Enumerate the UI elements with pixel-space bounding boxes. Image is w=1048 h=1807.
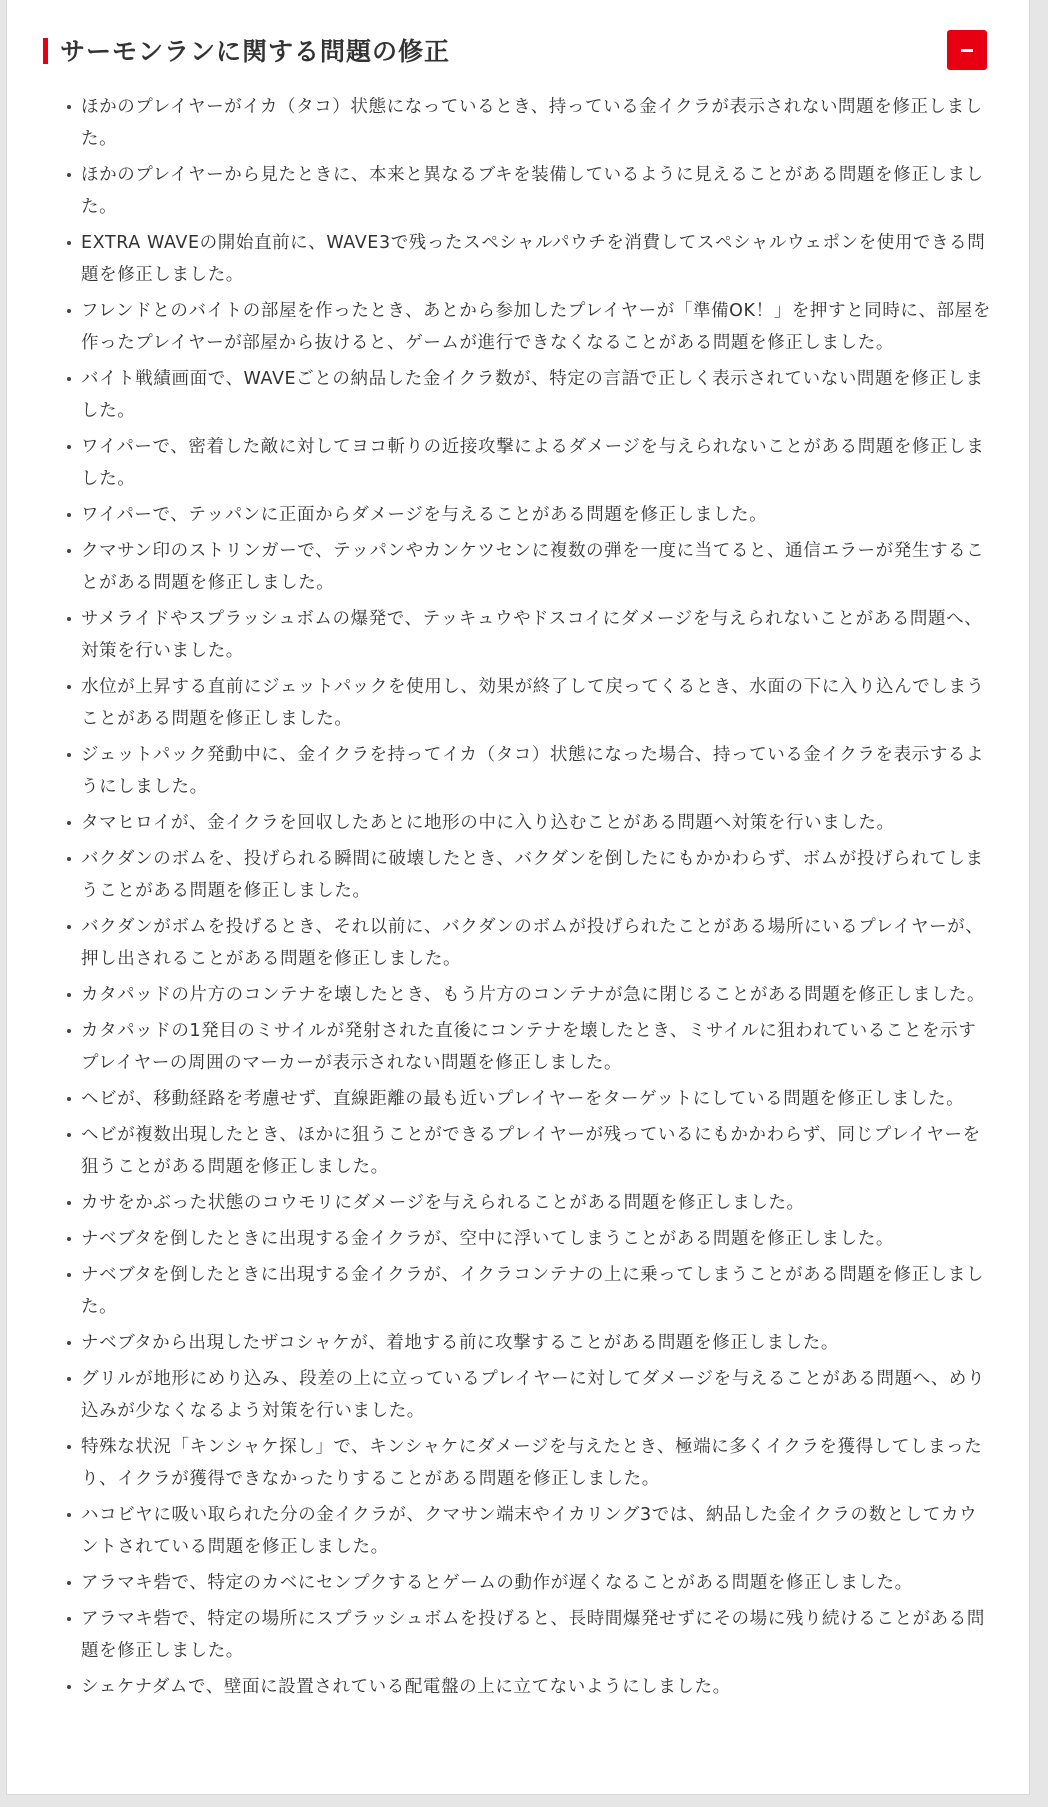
fix-list — [7, 91, 1029, 1707]
list-item: ジェットパック発動中に、金イクラを持ってイカ（タコ）状態になった場合、持っている金イクラを表示するようにしました。 — [81, 739, 991, 803]
list-item: シェケナダムで、壁面に設置されている配電盤の上に立てないようにしました。 — [81, 1671, 991, 1703]
list-item: カサをかぶった状態のコウモリにダメージを与えられることがある問題を修正しました。 — [81, 1187, 991, 1219]
list-item: ナベブタを倒したときに出現する金イクラが、空中に浮いてしまうことがある問題を修正しました。 — [81, 1223, 991, 1255]
list-item: クマサン印のストリンガーで、テッパンやカンケツセンに複数の弾を一度に当てると、通信エラーが発生することがある問題を修正しました。 — [81, 535, 991, 599]
list-item: ワイパーで、密着した敵に対してヨコ斬りの近接攻撃によるダメージを与えられないことがある問題を修正しました。 — [81, 431, 991, 495]
section-header — [7, 0, 1029, 104]
list-item: ハコビヤに吸い取られた分の金イクラが、クマサン端末やイカリング3では、納品した金イクラの数としてカウントされている問題を修正しました。 — [81, 1499, 991, 1563]
list-item: EXTRA WAVEの開始直前に、WAVE3で残ったスペシャルパウチを消費してスペシャルウェポンを使用できる問題を修正しました。 — [81, 227, 991, 291]
title-accent-bar — [43, 38, 48, 64]
patch-notes-panel — [6, 0, 1030, 1795]
list-item: フレンドとのバイトの部屋を作ったとき、あとから参加したプレイヤーが「準備OK！」を押すと同時に、部屋を作ったプレイヤーが部屋から抜けると、ゲームが進行できなくなることがある問題を修正しました。 — [81, 295, 991, 359]
list-item: タマヒロイが、金イクラを回収したあとに地形の中に入り込むことがある問題へ対策を行いました。 — [81, 807, 991, 839]
list-item: バクダンがボムを投げるとき、それ以前に、バクダンのボムが投げられたことがある場所にいるプレイヤーが、押し出されることがある問題を修正しました。 — [81, 911, 991, 975]
list-item: 特殊な状況「キンシャケ探し」で、キンシャケにダメージを与えたとき、極端に多くイクラを獲得してしまったり、イクラが獲得できなかったりすることがある問題を修正しました。 — [81, 1431, 991, 1495]
list-item: グリルが地形にめり込み、段差の上に立っているプレイヤーに対してダメージを与えることがある問題へ、めり込みが少なくなるよう対策を行いました。 — [81, 1363, 991, 1427]
list-item: ほかのプレイヤーから見たときに、本来と異なるブキを装備しているように見えることがある問題を修正しました。 — [81, 159, 991, 223]
list-item: 水位が上昇する直前にジェットパックを使用し、効果が終了して戻ってくるとき、水面の下に入り込んでしまうことがある問題を修正しました。 — [81, 671, 991, 735]
list-item: アラマキ砦で、特定の場所にスプラッシュボムを投げると、長時間爆発せずにその場に残り続けることがある問題を修正しました。 — [81, 1603, 991, 1667]
section-title: サーモンランに関する問題の修正 — [60, 37, 451, 66]
list-item: ナベブタから出現したザコシャケが、着地する前に攻撃することがある問題を修正しました。 — [81, 1327, 991, 1359]
list-item: カタパッドの片方のコンテナを壊したとき、もう片方のコンテナが急に閉じることがある問題を修正しました。 — [81, 979, 991, 1011]
list-item: ヘビが複数出現したとき、ほかに狙うことができるプレイヤーが残っているにもかかわらず、同じプレイヤーを狙うことがある問題を修正しました。 — [81, 1119, 991, 1183]
list-item: バイト戦績画面で、WAVEごとの納品した金イクラ数が、特定の言語で正しく表示されていない問題を修正しました。 — [81, 363, 991, 427]
list-item: アラマキ砦で、特定のカベにセンプクするとゲームの動作が遅くなることがある問題を修正しました。 — [81, 1567, 991, 1599]
collapse-button[interactable] — [947, 30, 987, 70]
list-item: ナベブタを倒したときに出現する金イクラが、イクラコンテナの上に乗ってしまうことがある問題を修正しました。 — [81, 1259, 991, 1323]
list-item: ワイパーで、テッパンに正面からダメージを与えることがある問題を修正しました。 — [81, 499, 991, 531]
list-item: ヘビが、移動経路を考慮せず、直線距離の最も近いプレイヤーをターゲットにしている問題を修正しました。 — [81, 1083, 991, 1115]
list-item: サメライドやスプラッシュボムの爆発で、テッキュウやドスコイにダメージを与えられないことがある問題へ、対策を行いました。 — [81, 603, 991, 667]
list-item: カタパッドの1発目のミサイルが発射された直後にコンテナを壊したとき、ミサイルに狙われていることを示すプレイヤーの周囲のマーカーが表示されない問題を修正しました。 — [81, 1015, 991, 1079]
list-item: ほかのプレイヤーがイカ（タコ）状態になっているとき、持っている金イクラが表示されない問題を修正しました。 — [81, 91, 991, 155]
minus-icon — [961, 49, 973, 52]
list-item: バクダンのボムを、投げられる瞬間に破壊したとき、バクダンを倒したにもかかわらず、ボムが投げられてしまうことがある問題を修正しました。 — [81, 843, 991, 907]
